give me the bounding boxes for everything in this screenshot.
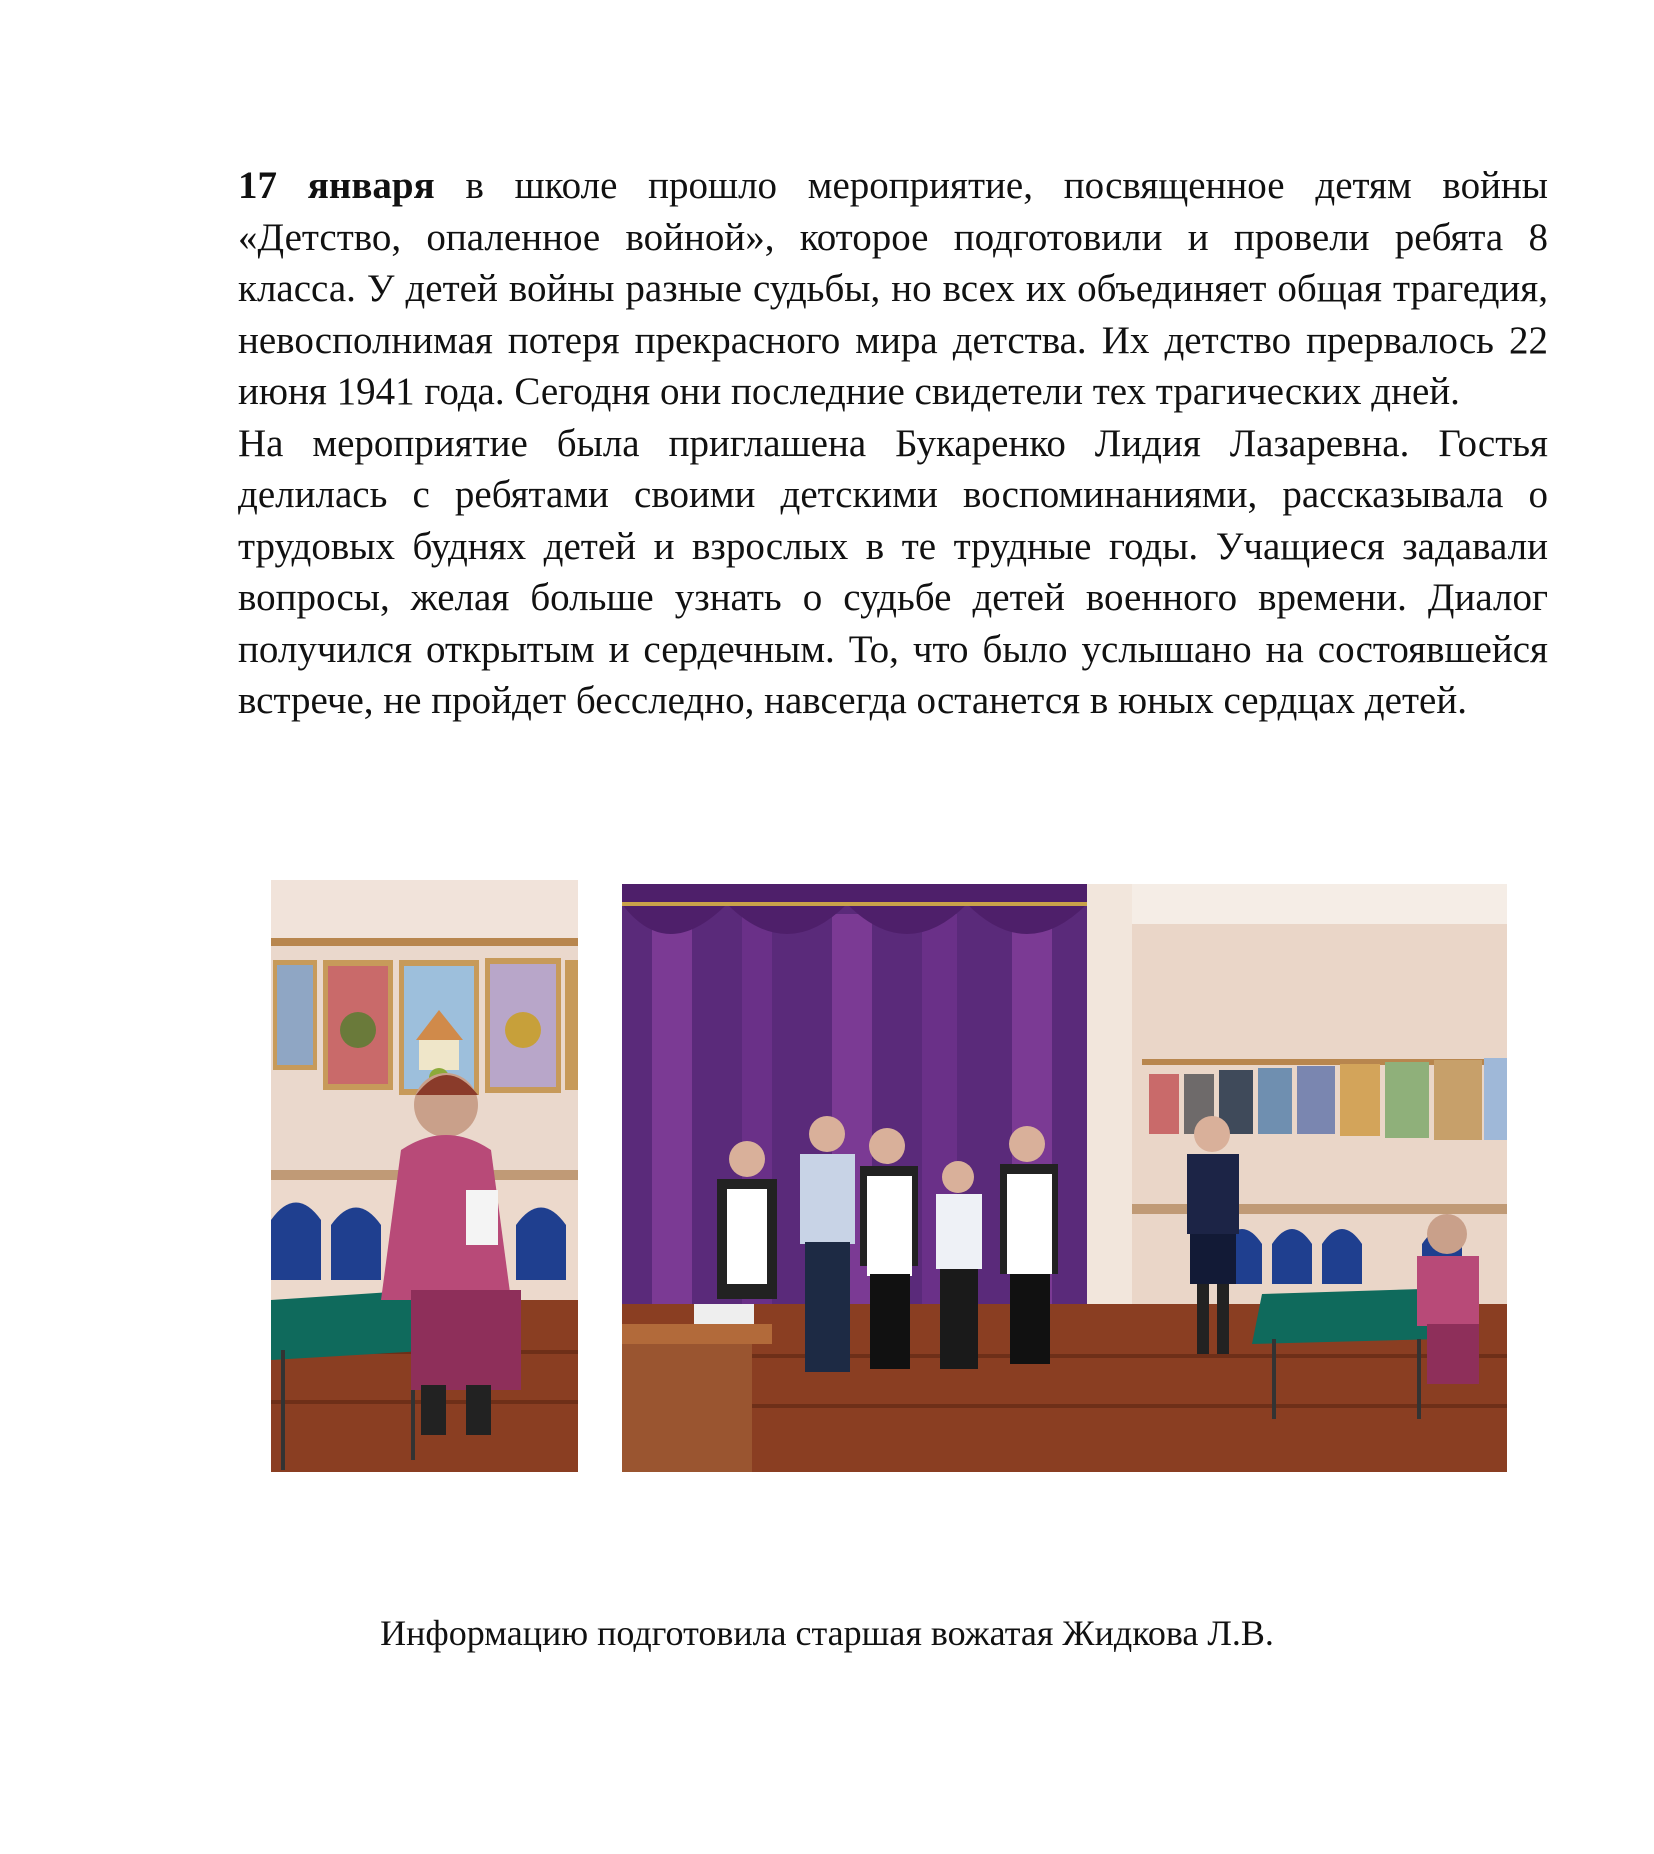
- article-paragraph-1: [238, 160, 1548, 418]
- paragraph-1-text: в школе прошло мероприятие, посвященное детям войны «Детство, опаленное войной», которое подготовили и провели ребята 8 класса. У детей войны разные судьбы, но всех их объединяет общая трагедия, невосполнимая потеря прекрасного мира детства. Их детство прервалось 22 июня 1941 года. Сегодня они последние свидетели тех трагических дней.: [238, 164, 1549, 413]
- event-date: 17 января: [238, 164, 435, 207]
- article-text: [238, 160, 1548, 727]
- author-caption: Информацию подготовила старшая вожатая Жидкова Л.В.: [380, 1613, 1274, 1653]
- article-paragraph-2: На мероприятие была приглашена Букаренко Лидия Лазаревна. Гостья делилась с ребятами своими детскими воспоминаниями, рассказывала о трудовых буднях детей и взрослых в те трудные годы. Учащиеся задавали вопросы, желая больше узнать о судьбе детей военного времени. Диалог получился открытым и сердечным. То, что было услышано на состоявшейся встрече, не пройдет бесследно, навсегда останется в юных сердцах детей.: [238, 421, 1548, 722]
- photo-guest-speaking: [271, 880, 578, 1472]
- photo-students-stage: [622, 884, 1507, 1472]
